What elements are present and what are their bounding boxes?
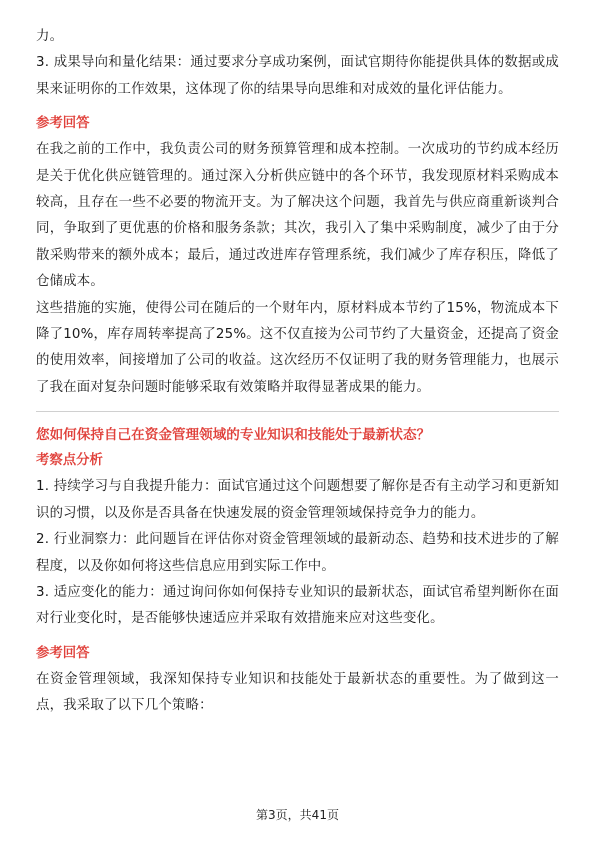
analysis-heading: 考察点分析 <box>36 453 103 469</box>
reference-answer-heading-2: 参考回答 <box>36 645 90 661</box>
analysis-point-3b: 3. 适应变化的能力：通过询问你如何保持专业知识的最新状态，面试官希望判断你在面对行业变化时，是否能够快速适应并采取有效措施来应对这些变化。 <box>36 584 559 627</box>
page-number: 第3页，共41页 <box>256 808 339 822</box>
analysis-point-3: 3. 成果导向和量化结果：通过要求分享成功案例，面试官期待你能提供具体的数据或成果来证明你的工作效果，这体现了你的结果导向思维和对成效的量化评估能力。 <box>36 55 559 97</box>
analysis-point-1: 1. 持续学习与自我提升能力：面试官通过这个问题想要了解你是否有主动学习和更新知识的习惯，以及你是否具备在快速发展的资金管理领域保持竞争力的能力。 <box>36 479 559 521</box>
analysis-point-2: 2. 行业洞察力：此问题旨在评估你对资金管理领域的最新动态、趋势和技术进步的了解程度，以及你如何将这些信息应用到实际工作中。 <box>36 532 559 574</box>
document-page <box>36 24 559 720</box>
question-title: 您如何保持自己在资金管理领域的专业知识和技能处于最新状态？ <box>36 427 431 444</box>
answer-paragraph-2: 这些措施的实施，使得公司在随后的一个财年内，原材料成本节约了15%，物流成本下降了10%，库存周转率提高了25%。这不仅直接为公司节约了大量资金，还提高了资金的使用效率，间接增加了公司的收益。这次经历不仅证明了我的财务管理能力，也展示了我在面对复杂问题时能够采取有效策略并取得显著成果的能力。 <box>36 300 559 395</box>
reference-answer-heading: 参考回答 <box>36 116 90 132</box>
section-divider <box>36 411 559 412</box>
continued-text: 力。 <box>36 29 64 44</box>
answer-paragraph-1: 在我之前的工作中，我负责公司的财务预算管理和成本控制。一次成功的节约成本经历是关于优化供应链管理的。通过深入分析供应链中的各个环节，我发现原材料采购成本较高，且存在一些不必要的物流开支。为了解决这个问题，我首先与供应商重新谈判合同，争取到了更优惠的价格和服务条款；其次，我引入了集中采购制度，减少了由于分散采购带来的额外成本；最后，通过改进库存管理系统，我们减少了库存积压，降低了仓储成本。 <box>36 142 559 290</box>
answer-paragraph-3: 在资金管理领域，我深知保持专业知识和技能处于最新状态的重要性。为了做到这一点，我采取了以下几个策略： <box>36 671 559 714</box>
